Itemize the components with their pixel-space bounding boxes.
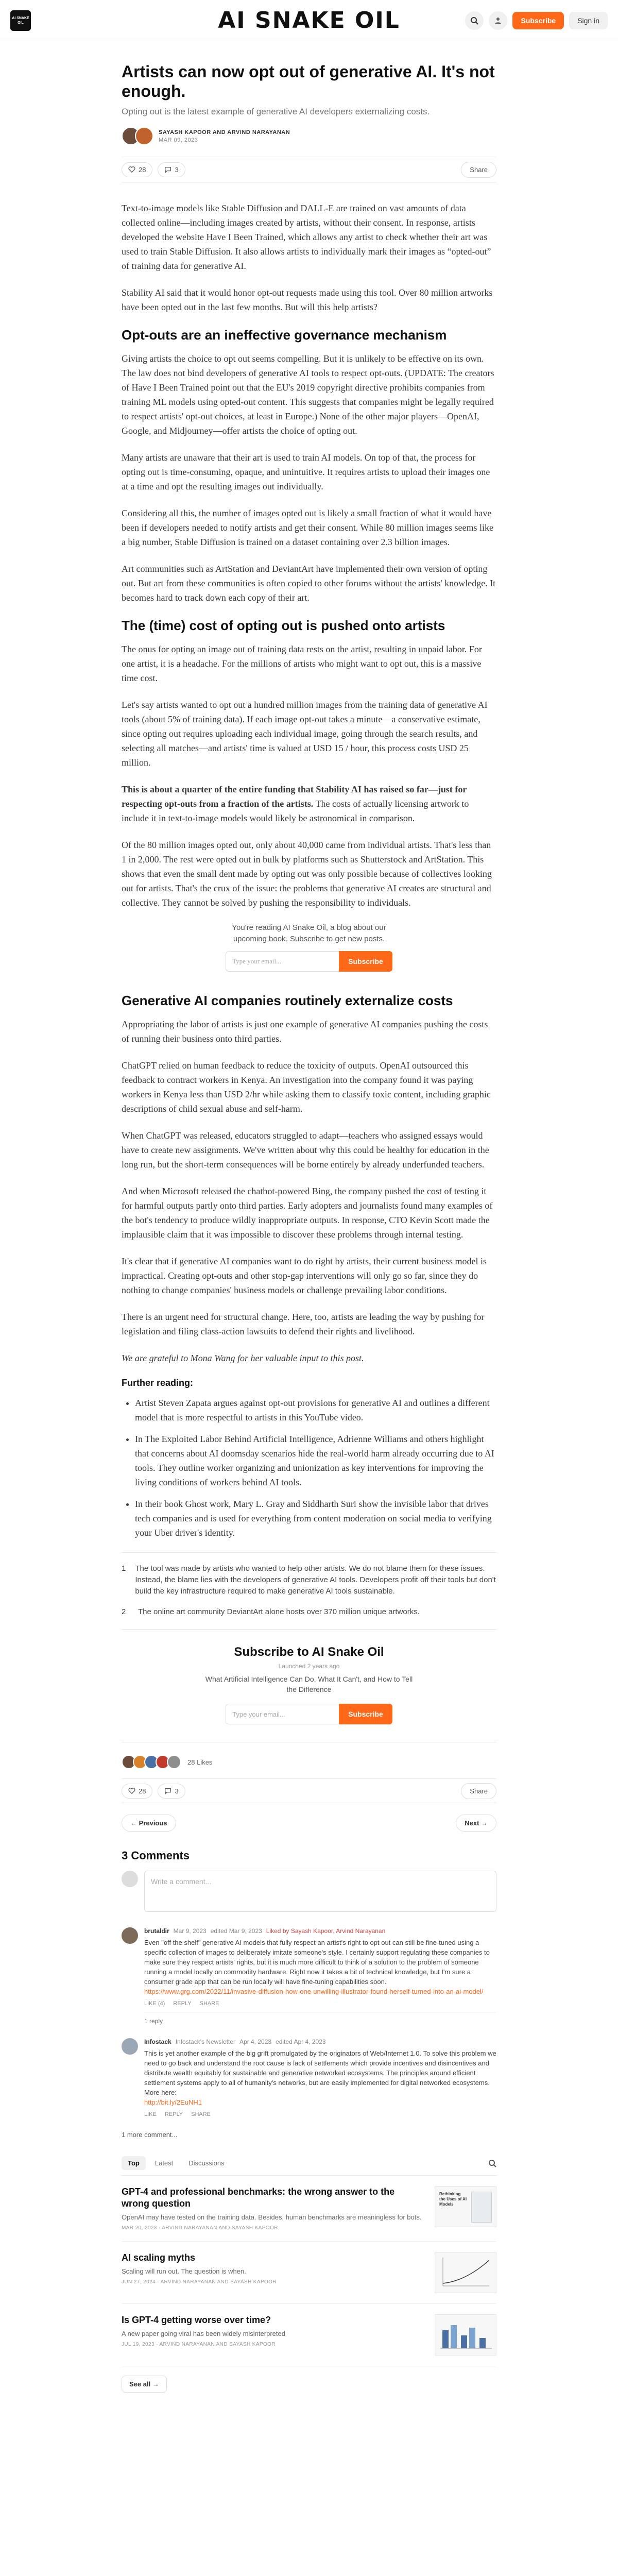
paragraph: Of the 80 million images opted out, only about 40,000 came from individual artists. That's less than 1 in 2,000. The rest were opted out in bulk by platforms such as Shutterstock and ArtStation. This shows that even the small dent made by opting out was only possible because of collectives looking out for artists. That's the crux of the issue: the problems that generative AI creates are structural and collective. They cannot be solved by pushing the responsibility to individuals. (122, 840, 492, 908)
post-list-item[interactable] (122, 2176, 496, 2242)
footnote (122, 1563, 496, 1597)
likes-count-text: 28 Likes (187, 1758, 213, 1766)
paragraph: Text-to-image models like Stable Diffusion and DALL-E are trained on vast amounts of data collected online—including images created by artists, without their consent. In response, artists developed the website Have I Been Trained, which allows any artist to check whether their art was used to train Stable Diffusion. It also allows artists to individually mark their images as “opted-out” of training data for generative AI. (122, 203, 491, 271)
bold-text: This is about a quarter of the entire funding that Stability AI has raised so far—just for respecting opt-outs from a fraction of the artists. (122, 784, 467, 809)
paragraph-text: The costs of actually licensing artwork to include it in text-to-image models would likely be astronomical in comparison. (122, 799, 469, 823)
footnote-text: The tool was made by artists who wanted to help other artists. We do not blame them for these issues. Instead, the blame lies with the developers of generative AI tools. Developers profit off their tools but don't build the key infrastructure required to make generative AI tools sustainable. (135, 1564, 496, 1596)
post-date: MAR 09, 2023 (159, 137, 198, 143)
avatar[interactable] (122, 1927, 138, 1944)
paragraph: Appropriating the labor of artists is just one example of generative AI companies pushing the costs of running their business onto third parties. (122, 1019, 488, 1044)
likers-row[interactable] (122, 1755, 496, 1769)
inline-subscribe-widget (122, 922, 496, 972)
paragraph: Let's say artists wanted to opt out a hundred million images from the training data of generative AI tools (about 5% of training data). If each image opt-out takes a minute—a conservative estimate, since opting out requires uploading each individual image, going through the search results, and selecting all matches—and artists' time is valued at USD 15 / hour, this process costs USD 25 million. (122, 700, 488, 768)
subscribe-box-title: Subscribe to AI Snake Oil (234, 1645, 384, 1659)
comments-section (122, 1849, 496, 2139)
post-item-meta: MAR 20, 2023 · ARVIND NARAYANAN AND SAYASH KAPOOR (122, 2225, 278, 2231)
post-list-item[interactable] (122, 2242, 496, 2304)
comment-like-button[interactable]: LIKE (144, 2111, 157, 2117)
arrow-right-icon: → (152, 2380, 159, 2388)
footnote-number[interactable]: 1 (122, 1564, 126, 1573)
paragraph (122, 782, 496, 825)
comment (122, 2038, 496, 2117)
user-button[interactable] (489, 11, 507, 30)
paragraph: There is an urgent need for structural change. Here, too, artists are leading the way by pushing for legislation and filing class-action lawsuits to defend their rights and livelihood. (122, 1312, 485, 1336)
further-reading-heading: Further reading: (122, 1378, 194, 1388)
list-item: • Artist Steven Zapata argues against opt-out provisions for generative AI and outlines a different model that is more respectful to artists in this YouTube video. (135, 1396, 496, 1425)
comment-author-badge[interactable]: Infostack's Newsletter (175, 2038, 236, 2045)
subscribe-prompt: You're reading AI Snake Oil, a blog about our upcoming book. Subscribe to get new posts. (232, 923, 386, 943)
comment-actions (144, 2111, 496, 2117)
comment-reply-button[interactable]: REPLY (173, 2001, 192, 2007)
post-item-title[interactable]: GPT-4 and professional benchmarks: the wrong answer to the wrong question (122, 2187, 395, 2209)
see-all-button[interactable] (122, 2376, 167, 2393)
comment-like-button[interactable]: LIKE (4) (144, 2001, 165, 2007)
comment-input[interactable]: Write a comment... (144, 1871, 496, 1912)
post-action-bar (122, 157, 496, 182)
section-heading: Opt-outs are an ineffective governance mechanism (122, 327, 447, 343)
next-label: Next (465, 1819, 479, 1827)
author-avatars[interactable] (122, 127, 153, 145)
subscribe-button[interactable]: Subscribe (339, 951, 392, 972)
comment-text: This is yet another example of the big grift promulgated by the originators of Web/Internet 1.0. To solve this problem we need to go back and understand the root cause is lack of settlements which provide incentives and disincentives and distribute wealth equitably for sustainable and generative networked ecosystems. The principles around efficient settlement systems apply to all of humanity's networks, but are easily implemented for digital networked ecosystems. More here: (144, 2049, 496, 2096)
comment-author[interactable]: Infostack (144, 2038, 171, 2045)
comment-icon (164, 1787, 171, 1794)
archive-tabs-row (122, 2156, 496, 2176)
paragraph: Stability AI said that it would honor opt-out requests made using this tool. Over 80 million artworks have been opted out in the last few months. But will this help artists? (122, 287, 493, 312)
acknowledgement: We are grateful to Mona Wang for her valuable input to this post. (122, 1353, 364, 1363)
comment-text: Even "off the shelf" generative AI models that fully respect an artist's right to opt out can still be fine-tuned using a specific collection of images to deliberately imitate someone's style. I certainly support regulating these companies to make sure they respect artists' rights, but it is much more difficult to think of a solution to the problem of someone running a model locally on commodity hardware. Right now it takes a bit of technical knowledge, but I'm sure a consumer grade app that can be run locally will have fine-tuning capabilities soon. (144, 1939, 490, 1986)
previous-post-button[interactable] (122, 1815, 176, 1832)
thumbnail-graphic (471, 2192, 492, 2223)
post-authors[interactable]: SAYASH KAPOOR AND ARVIND NARAYANAN (159, 129, 290, 135)
thumbnail-chart-graphic (435, 2252, 497, 2294)
share-button[interactable]: Share (461, 1783, 496, 1799)
thumbnail-label: Rethinking the Uses of AI Models (439, 2192, 467, 2207)
footnote-number[interactable]: 2 (122, 1607, 126, 1616)
comment-date: Mar 9, 2023 (173, 1927, 207, 1935)
avatar[interactable] (122, 2038, 138, 2055)
post-body (122, 201, 496, 1618)
top-bar (0, 0, 618, 41)
comment-reply-button[interactable]: REPLY (164, 2111, 183, 2117)
footnote-text: The online art community DeviantArt alone hosts over 370 million unique artworks. (138, 1607, 420, 1616)
top-actions (465, 11, 608, 30)
more-comments-link[interactable]: 1 more comment... (122, 2131, 178, 2139)
post-item-title[interactable]: AI scaling myths (122, 2252, 196, 2263)
publication-tagline: What Artificial Intelligence Can Do, What It Can't, and How to Tell the Difference (205, 1675, 413, 1693)
paragraph: Many artists are unaware that their art is used to train AI models. On top of that, the process for opting out is time-consuming, opaque, and unintuitive. It requires artists to upload their images one at a time and opt the resulting images out individually. (122, 452, 490, 492)
post-item-subtitle: Scaling will run out. The question is when. (122, 2267, 246, 2275)
tab-top[interactable]: Top (122, 2156, 146, 2170)
site-brand-text[interactable]: AI SNAKE OIL (218, 7, 400, 33)
next-post-button[interactable] (456, 1815, 496, 1832)
comment-count: 3 (175, 1787, 179, 1795)
post-item-subtitle: OpenAI may have tested on the training data. Besides, human benchmarks are meaningless for bots. (122, 2213, 422, 2221)
thumbnail-chart-graphic (435, 2315, 497, 2356)
search-icon[interactable] (488, 2159, 496, 2167)
comment-body (144, 2048, 496, 2107)
email-input[interactable]: Type your email... (226, 1704, 339, 1724)
avatar (122, 1871, 138, 1887)
section-heading: Generative AI companies routinely externalize costs (122, 993, 453, 1008)
further-reading-list (135, 1396, 496, 1540)
comments-button[interactable] (158, 1784, 185, 1799)
post-thumbnail[interactable] (435, 2186, 496, 2227)
post-item-title[interactable]: Is GPT-4 getting worse over time? (122, 2315, 271, 2325)
comment-author[interactable]: brutaldir (144, 1927, 169, 1935)
paragraph: Art communities such as ArtStation and DeviantArt have implemented their own version of opting out. But art from these communities is often copied to other forums without the artists' knowledge. It becomes hard to track down each copy of their art. (122, 564, 496, 603)
comment-share-button[interactable]: SHARE (191, 2111, 211, 2117)
like-button[interactable] (122, 162, 152, 177)
header-subscribe-button[interactable]: Subscribe (512, 12, 564, 29)
post-thumbnail[interactable] (435, 2314, 496, 2355)
footnote (122, 1606, 496, 1618)
comment (122, 1927, 496, 2025)
footnotes (122, 1552, 496, 1618)
search-button[interactable] (465, 11, 484, 30)
like-count: 28 (139, 165, 146, 174)
logo-text: AI SNAKE OIL (12, 16, 29, 25)
post-bottom-action-bar (122, 1778, 496, 1803)
user-icon (494, 16, 502, 25)
comment-body (144, 1938, 496, 1996)
subscribe-form (122, 951, 496, 972)
paragraph: Giving artists the choice to opt out seems compelling. But it is unlikely to be effective on its own. The law does not bind developers of generative AI tools to respect opt-outs. (UPDATE: The creators of Have I Been Trained point out that the EU's 2019 copyright directive prohibits companies from training ML models using opted-out content. This suggests that companies might be legally required to respect artists' opt-out choices, at least in Europe.) None of the other major players—OpenAI, Google, and Midjourney—offer artists the choice of opting out. (122, 353, 494, 436)
paragraph: The onus for opting an image out of training data rests on the artist, resulting in unpaid labor. For one artist, it is a headache. For the millions of artists who might want to opt out, this is a massive time cost. (122, 644, 482, 683)
comment-composer (122, 1871, 496, 1912)
see-all-label: See all (129, 2380, 151, 2388)
comment-date: Apr 4, 2023 (239, 2038, 272, 2045)
search-icon (470, 16, 478, 25)
subscribe-form (122, 1704, 496, 1724)
site-logo[interactable] (10, 10, 31, 31)
post-list-item[interactable] (122, 2304, 496, 2366)
post-title: Artists can now opt out of generative AI. It's not enough. (122, 62, 495, 100)
share-button[interactable]: Share (461, 162, 496, 178)
subscribe-box (122, 1629, 496, 1742)
comment-icon (164, 166, 171, 173)
list-item: • In their book Ghost work, Mary L. Gray and Siddharth Suri show the invisible labor that drives tech companies and is used for everything from content moderation on social media to verifying your Uber driver's identity. (135, 1497, 496, 1540)
heart-icon (128, 166, 135, 173)
heart-icon (128, 1787, 135, 1794)
comments-heading: 3 Comments (122, 1849, 190, 1862)
section-heading: The (time) cost of opting out is pushed onto artists (122, 618, 445, 633)
avatar (167, 1755, 181, 1769)
like-count: 28 (139, 1787, 146, 1795)
launched-text: Launched 2 years ago (278, 1663, 340, 1670)
post-navigation (122, 1815, 496, 1832)
comment-share-button[interactable]: SHARE (199, 2001, 219, 2007)
list-item: • In The Exploited Labor Behind Artificial Intelligence, Adrienne Williams and others highlight that concerns about AI doomsday scenarios hide the real-world harm already occurring due to AI tools. They outline worker organizing and unionization as key interventions for improving the living conditions of workers behind AI tools. (135, 1432, 496, 1489)
subscribe-button[interactable]: Subscribe (339, 1704, 392, 1724)
paragraph: When ChatGPT was released, educators struggled to adapt—teachers who assigned essays would have to create new assignments. We've written about why this could be healthy for education in the long run, but the short-term consequences will be borne entirely by already underfunded teachers. (122, 1130, 489, 1170)
archive-tabs (122, 2156, 231, 2170)
comment-link[interactable]: https://www.grg.com/2022/11/invasive-diffusion-how-one-unwilling-illustrator-found-herself-turned-into-an-ai-model/ (144, 1988, 484, 1995)
liked-by-authors: Liked by Sayash Kapoor, Arvind Narayanan (266, 1927, 386, 1935)
replies-toggle[interactable]: 1 reply (144, 2012, 496, 2025)
tab-discussions[interactable]: Discussions (188, 2159, 225, 2167)
comment-actions (144, 2001, 496, 2007)
comment-count: 3 (175, 165, 179, 174)
avatar[interactable] (135, 127, 153, 145)
sign-in-button[interactable]: Sign in (569, 12, 608, 29)
comments-button[interactable] (158, 162, 185, 177)
paragraph: And when Microsoft released the chatbot-powered Bing, the company pushed the cost of testing it for harmful outputs partly onto third parties. Early adopters and journalists found many examples of the bot's tendency to produce wildly inappropriate outputs. In response, CTO Kevin Scott made the implausible claim that it was impossible to discover these problems through internal testing. (122, 1186, 493, 1240)
chevron-right-icon: → (481, 1819, 488, 1827)
post-subtitle: Opting out is the latest example of generative AI developers externalizing costs. (122, 107, 430, 116)
byline (122, 127, 496, 145)
post-item-subtitle: A new paper going viral has been widely misinterpreted (122, 2330, 285, 2337)
email-input[interactable]: Type your email... (226, 951, 339, 972)
post-thumbnail[interactable] (435, 2252, 496, 2293)
post-item-meta: JUN 27, 2024 · ARVIND NARAYANAN AND SAYASH KAPOOR (122, 2279, 277, 2285)
tab-latest[interactable]: Latest (154, 2159, 174, 2167)
post-item-meta: JUL 19, 2023 · ARVIND NARAYANAN AND SAYASH KAPOOR (122, 2342, 276, 2347)
like-button[interactable] (122, 1784, 152, 1799)
comment-link[interactable]: http://bit.ly/2EuNH1 (144, 2098, 202, 2106)
article (122, 41, 496, 2393)
paragraph: It's clear that if generative AI companies want to do right by artists, their current business model is impractical. Creating opt-outs and other stop-gap interventions will only go so far, since they do nothing to change companies' business models or challenge prevailing labor conditions. (122, 1256, 487, 1295)
comment-edited: edited Apr 4, 2023 (276, 2038, 326, 2045)
previous-label: Previous (139, 1819, 167, 1827)
paragraph: Considering all this, the number of images opted out is likely a small fraction of what it would have been if developers needed to notify artists and get their consent. While 80 million images seems like a big number, Stable Diffusion is trained on a dataset containing over 2.3 billion images. (122, 508, 493, 547)
comment-edited: edited Mar 9, 2023 (210, 1927, 262, 1935)
paragraph: ChatGPT relied on human feedback to reduce the toxicity of outputs. OpenAI outsourced this feedback to contract workers in Kenya. An investigation into the company found it was paying workers in Kenya less than USD 2/hr while asking them to classify toxic content, including graphic descriptions of child sexual abuse and self-harm. (122, 1060, 491, 1114)
chevron-left-icon: ← (130, 1819, 137, 1827)
